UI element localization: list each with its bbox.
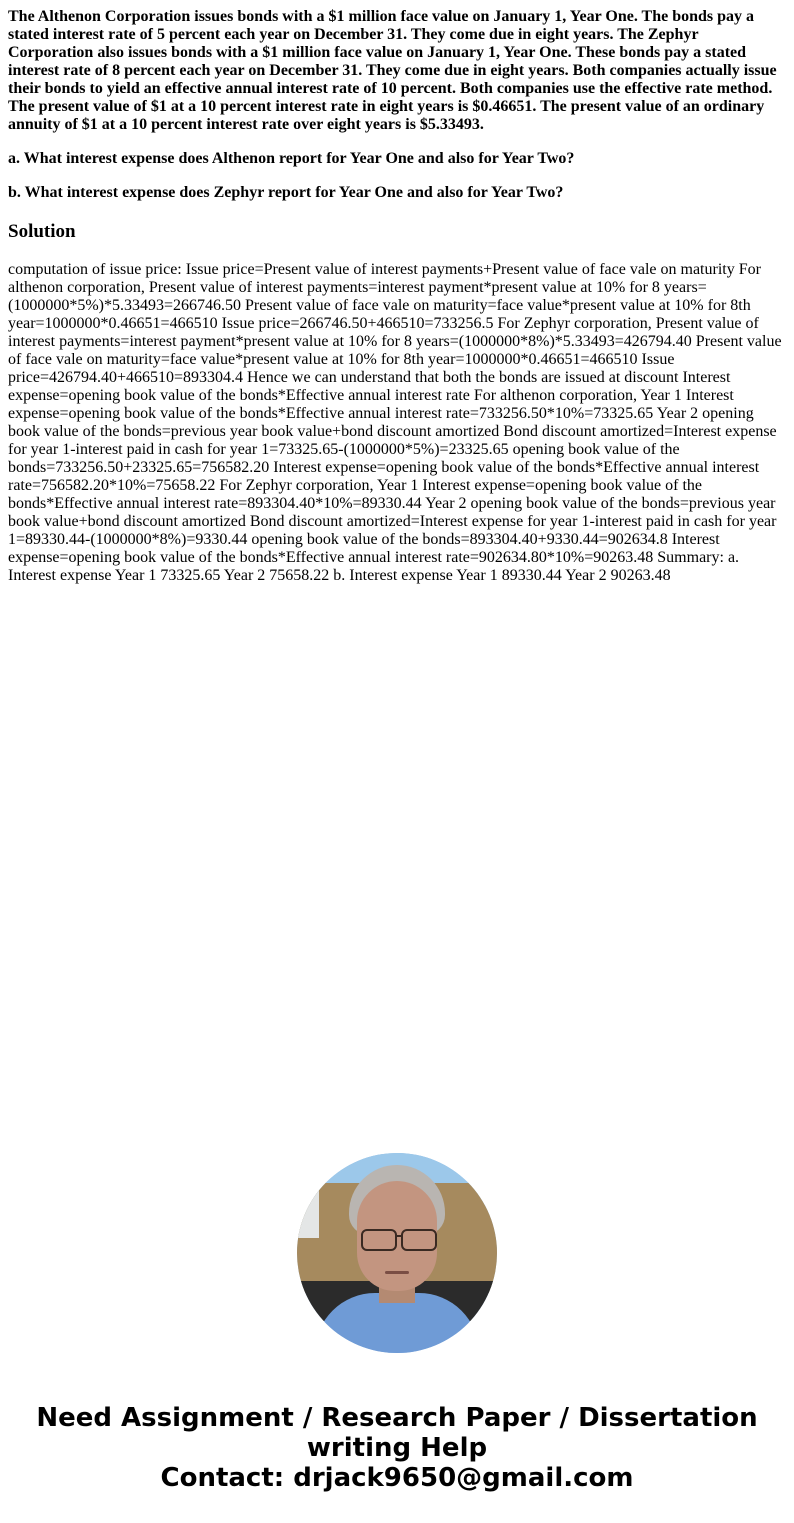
question-part-b: b. What interest expense does Zephyr report for Year One and also for Year Two? [8,184,564,201]
glasses-icon [361,1229,397,1251]
avatar-mouth [385,1271,409,1274]
banner-line-1: Need Assignment / Research Paper / Dissertation [36,1403,758,1433]
banner-line-2: writing Help [306,1433,488,1463]
solution-body: computation of issue price: Issue price=Present value of interest payments+Present value of face vale on maturity For althenon corporation, Present value of interest payments=interest payment*present value at 10% for 8 years=(1000000*5%)*5.33493=266746.50 Present value of face vale on maturity=face value*present value at 10% for 8th year=1000000*0.46651=466510 Issue price=266746.50+466510=733256.5 For Zephyr corporation, Present value of interest payments=interest payment*present value at 10% for 8 years=(1000000*8%)*5.33493=426794.40 Present value of face vale on maturity=face value*present value at 10% for 8th year=1000000*0.46651=466510 Issue price=426794.40+466510=893304.4 Hence we can understand that both the bonds are issued at discount Interest expense=opening book value of the bonds*Effective annual interest rate For althenon corporation, Year 1 Interest expense=opening book value of the bonds*Effective annual interest rate=733256.50*10%=73325.65 Year 2 opening book value of the bonds=previous year book value+bond discount amortized Bond discount amortized=Interest expense for year 1-interest paid in cash for year 1=73325.65-(1000000*5%)=23325.65 opening book value of the bonds=733256.50+23325.65=756582.20 Interest expense=opening book value of the bonds*Effective annual interest rate=756582.20*10%=75658.22 For Zephyr corporation, Year 1 Interest expense=opening book value of the bonds*Effective annual interest rate=893304.40*10%=89330.44 Year 2 opening book value of the bonds=previous year book value+bond discount amortized Bond discount amortized=Interest expense for year 1-interest paid in cash for year 1=89330.44-(1000000*8%)=9330.44 opening book value of the bonds=893304.40+9330.44=902634.8 Interest expense=opening book value of the bonds*Effective annual interest rate=902634.80*10%=90263.48 Summary: a. Interest expense Year 1 73325.65 Year 2 75658.22 b. Interest expense Year 1 89330.44 Year 2 90263.48 [8,261,782,584]
glasses-bridge [395,1235,401,1237]
avatar [297,1153,497,1353]
banner-contact-email: Contact: drjack9650@gmail.com [160,1463,634,1493]
solution-heading: Solution [8,221,76,242]
question-part-a: a. What interest expense does Althenon report for Year One and also for Year Two? [8,150,575,167]
contact-banner [0,1403,794,1493]
question-text: The Althenon Corporation issues bonds with a $1 million face value on January 1, Year One. The bonds pay a stated interest rate of 5 percent each year on December 31. They come due in eight years. The Zephyr Corporation also issues bonds with a $1 million face value on January 1, Year One. These bonds pay a stated interest rate of 8 percent each year on December 31. They come due in eight years. Both companies actually issue their bonds to yield an effective annual interest rate of 10 percent. Both companies use the effective rate method. The present value of $1 at a 10 percent interest rate in eight years is $0.46651. The present value of an ordinary annuity of $1 at a 10 percent interest rate over eight years is $5.33493. [8,8,777,133]
glasses-icon [401,1229,437,1251]
avatar-background-switchboard [297,1183,319,1238]
document-content [0,0,794,585]
